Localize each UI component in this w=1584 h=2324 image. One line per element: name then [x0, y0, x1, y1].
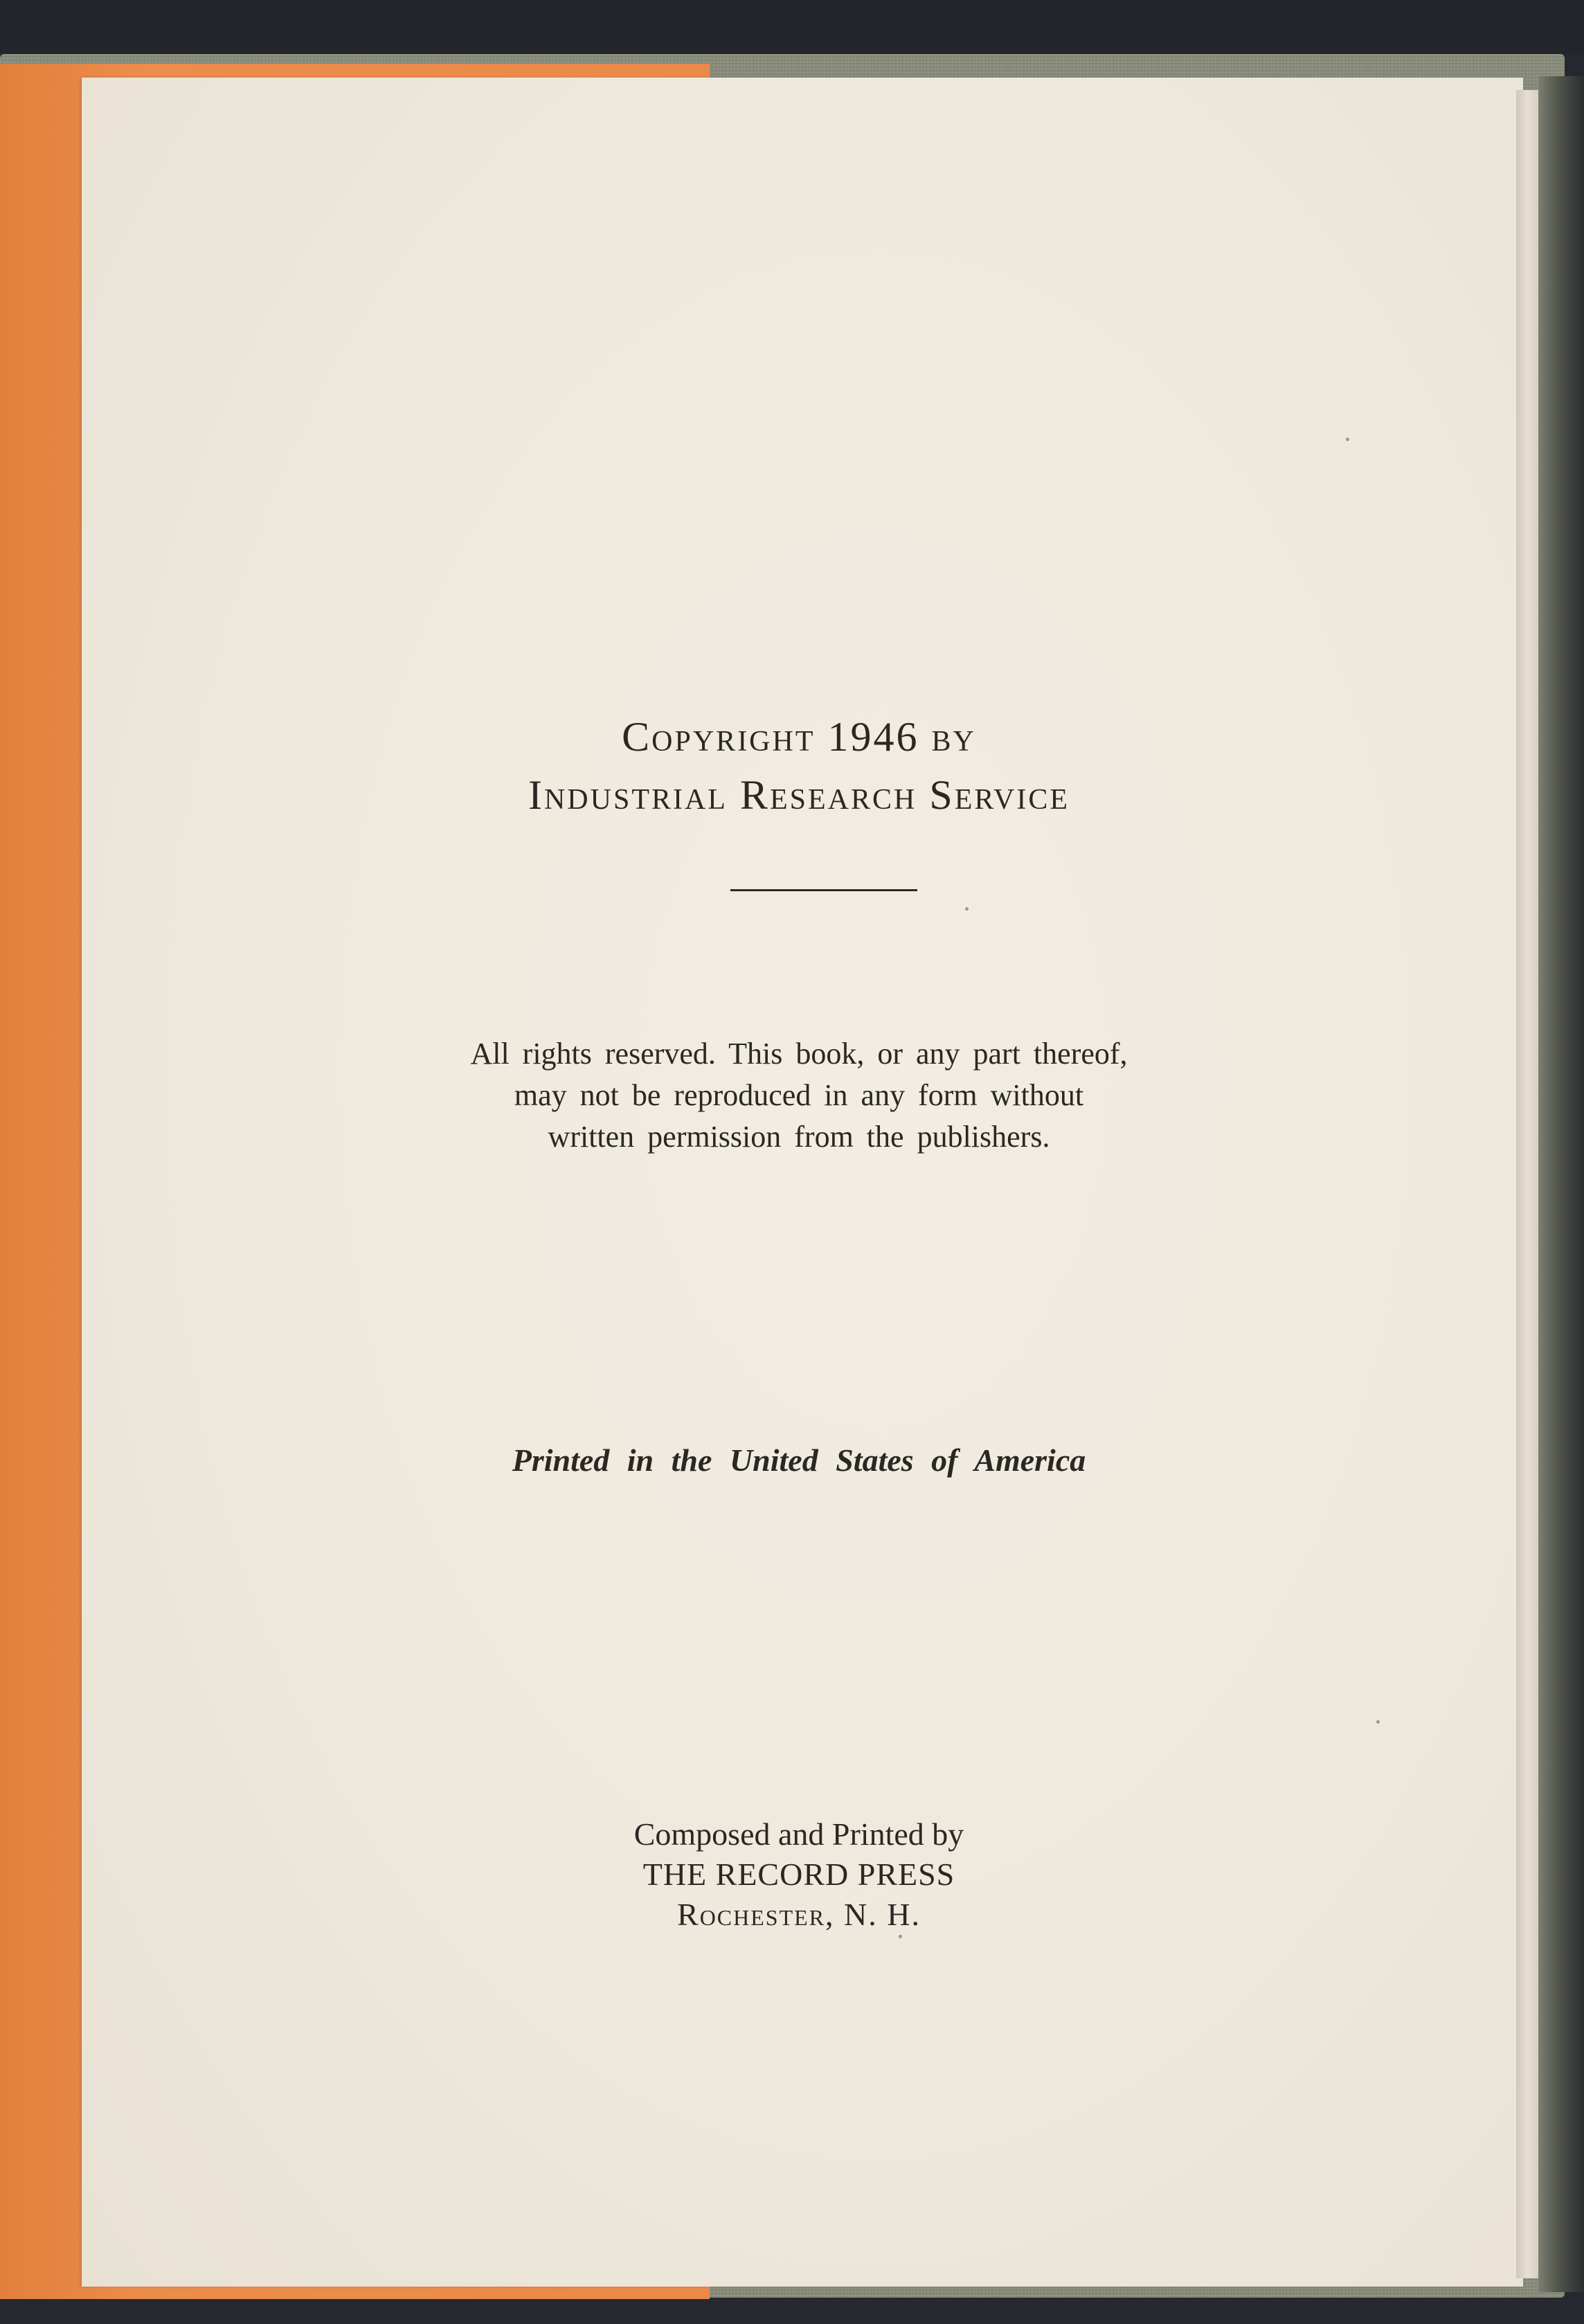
backdrop: [0, 0, 1584, 54]
copyright-holder: Industrial Research Service: [528, 772, 1070, 818]
paper-speck: [899, 1935, 902, 1938]
paper-speck: [965, 907, 969, 911]
page-content: [82, 78, 1516, 2287]
printed-in-notice: Printed in the United States of America: [512, 1442, 1086, 1478]
paper-speck: [1376, 1720, 1380, 1724]
printer-imprint: [82, 1814, 1516, 1935]
rights-line-3: written permission from the publishers.: [548, 1120, 1050, 1154]
printer-name: THE RECORD PRESS: [642, 1857, 955, 1892]
divider-rule: [730, 889, 917, 891]
rights-line-1: All rights reserved. This book, or any part thereof,: [470, 1037, 1128, 1071]
copyright-line: Copyright 1946 by: [622, 714, 976, 760]
printer-credit: Composed and Printed by: [633, 1816, 964, 1852]
rights-statement: [82, 1033, 1516, 1158]
page-gutter: [1516, 90, 1538, 2278]
paper-speck: [1346, 438, 1349, 441]
rights-line-2: may not be reproduced in any form without: [514, 1078, 1084, 1112]
copyright-notice: [82, 708, 1516, 824]
spine-edge: [1538, 76, 1584, 2292]
printer-location: Rochester, N. H.: [677, 1897, 921, 1932]
